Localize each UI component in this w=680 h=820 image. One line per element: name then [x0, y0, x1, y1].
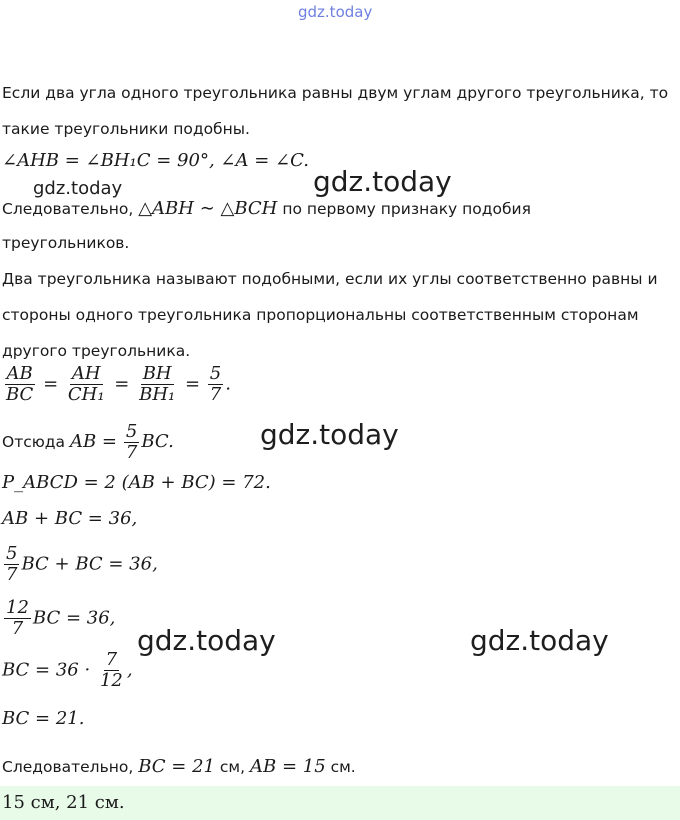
watermark-top: gdz.today	[298, 3, 373, 21]
equation-1: AB + BC = 36,	[2, 508, 138, 529]
conclusion-line	[2, 198, 531, 219]
equation-2: $\frac{5}{7}$ BC + BC = 36,	[6, 543, 158, 585]
paragraph-theorem-1: Если два угла одного треугольника равны двум углам другого треугольника, то	[2, 84, 669, 102]
answer-text: 15 см, 21 см.	[2, 792, 125, 813]
watermark: gdz.today	[137, 624, 276, 657]
angles-equation: ∠AHB = ∠BH₁C = 90°, ∠A = ∠C.	[2, 150, 309, 171]
conclusion-prefix: Следовательно,	[2, 200, 134, 218]
paragraph-triangles: треугольников.	[2, 234, 130, 252]
watermark: gdz.today	[33, 178, 123, 199]
watermark: gdz.today	[470, 624, 609, 657]
final-conclusion: Следовательно, BC = 21 см, AB = 15 см.	[2, 756, 356, 777]
equation-3: $\frac{12}{7}$ BC = 36,	[6, 597, 116, 639]
similarity-statement: △ABH ∼ △BCH	[138, 198, 278, 219]
perimeter-equation: P_ABCD = 2 (AB + BC) = 72.	[2, 472, 271, 493]
paragraph-definition-1: Два треугольника называют подобными, если их углы соответственно равны и	[2, 270, 658, 288]
watermark: gdz.today	[260, 418, 399, 451]
conclusion-suffix: по первому признаку подобия	[282, 200, 531, 218]
paragraph-definition-3: другого треугольника.	[2, 342, 191, 360]
hence-equation: Отсюда AB = $\frac{5}{7}$ BC.	[2, 421, 174, 463]
equation-5: BC = 21.	[2, 708, 85, 729]
ratio-equation: $\frac{AB}{BC}$ = $\frac{AH}{\text{CH₁}}$ = $\frac{BH}{\text{BH₁}}$ = $\frac{5}{7}$ .	[6, 363, 231, 405]
paragraph-definition-2: стороны одного треугольника пропорциональны соответственным сторонам	[2, 306, 639, 324]
equation-4: BC = 36 · $\frac{7}{12}$ ,	[2, 649, 133, 691]
paragraph-theorem-2: такие треугольники подобны.	[2, 120, 250, 138]
answer-box	[0, 786, 680, 820]
watermark: gdz.today	[313, 165, 452, 198]
